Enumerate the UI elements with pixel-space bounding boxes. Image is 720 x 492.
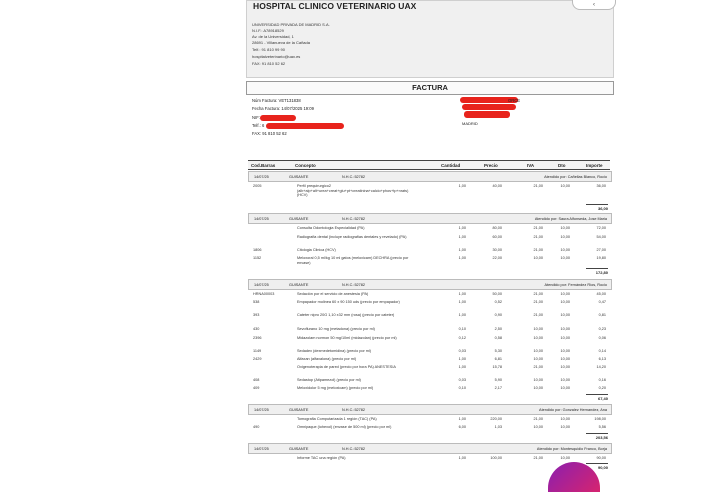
row-iva: 21,00: [533, 292, 543, 296]
row-concept: Alfaxan (alfaxalona) (precio por ml): [297, 357, 357, 361]
service-group-header: [248, 279, 612, 290]
col-concept: Concepto: [295, 162, 316, 168]
row-price: 2,50: [494, 327, 502, 331]
row-concept: Empapador molinea 60 x 90 150 uds (precio por empapador): [297, 300, 400, 304]
group-client: GUISANTE: [289, 174, 309, 179]
row-iva: 10,00: [533, 425, 543, 429]
row-price: 100,00: [490, 456, 502, 460]
row-amount: 90,00: [596, 456, 606, 460]
row-code: 538: [253, 300, 260, 304]
redaction-mark: [462, 104, 516, 110]
client-fax: FAX: 91 810 52 62: [252, 131, 287, 136]
group-date: 14/07/25: [254, 282, 269, 287]
hospital-title: HOSPITAL CLINICO VETERINARIO UAX: [253, 1, 417, 11]
row-iva: 21,00: [533, 365, 543, 369]
row-amount: 36,00: [596, 184, 606, 188]
row-price: 0,58: [494, 336, 502, 340]
row-price: 30,00: [492, 248, 502, 252]
row-iva: 21,00: [533, 184, 543, 188]
row-iva: 21,00: [533, 313, 543, 317]
row-concept: Meloxidolor 5 mg (meloxicam) (precio por ml): [297, 386, 374, 390]
row-concept: Sedadex (dexmedetomidina) (precio por ml): [297, 349, 372, 353]
group-nhc: N.H.C.:52782: [342, 407, 366, 412]
row-concept: Oxigenoterapia de pared (precio por hora PA) ANESTESIA: [297, 365, 396, 369]
row-concept: Tomografia Computarizada 1 región (TAC) (PA): [297, 417, 377, 421]
row-code: 2429: [253, 357, 262, 361]
hospital-header: [246, 0, 614, 78]
hospital-phone: Telf.: 91 810 99 90: [252, 47, 285, 52]
row-iva: 10,00: [533, 336, 543, 340]
group-nhc: N.H.C.:52782: [342, 216, 366, 221]
row-iva: 21,00: [533, 456, 543, 460]
service-group-header: [248, 213, 612, 224]
row-concept: Citologia Clinica (HCV): [297, 248, 336, 252]
row-discount: 10,00: [560, 327, 570, 331]
redaction-mark: [464, 111, 510, 118]
row-discount: 10,00: [560, 256, 570, 260]
row-amount: 0,14: [598, 349, 606, 353]
row-amount: 0,16: [598, 378, 606, 382]
group-attended-by: Atendido por: Gonzalez Hernandez, Ana: [539, 407, 607, 412]
row-discount: 10,00: [560, 456, 570, 460]
row-price: 40,00: [492, 184, 502, 188]
row-price: 1,03: [494, 425, 502, 429]
row-quantity: 0,03: [458, 349, 466, 353]
row-quantity: 1,00: [458, 184, 466, 188]
group-date: 14/07/25: [254, 407, 269, 412]
row-price: 80,00: [492, 226, 502, 230]
row-discount: 10,00: [560, 386, 570, 390]
row-code: 430: [253, 327, 260, 331]
row-iva: 10,00: [533, 357, 543, 361]
group-client: GUISANTE: [289, 216, 309, 221]
row-concept: Cateter nipro 20G 1,10 x32 mm (rosa) (precio por cateter): [297, 313, 395, 317]
invoice-number: Núm Factura: VET131838: [252, 98, 301, 103]
group-subtotal: 172,80: [586, 268, 608, 275]
group-client: GUISANTE: [289, 407, 309, 412]
invoice-date: Fecha Factura: 14/07/2025 19:09: [252, 106, 314, 111]
row-discount: 10,00: [560, 425, 570, 429]
group-subtotal: 90,00: [586, 463, 608, 470]
col-quantity: Cantidad: [441, 162, 461, 168]
col-iva: IVA: [527, 162, 535, 168]
hospital-address: Av. de la Universidad, 1: [252, 34, 294, 39]
row-amount: 45,00: [596, 292, 606, 296]
row-discount: 10,00: [560, 378, 570, 382]
client-name-suffix: ORCE: [508, 98, 521, 103]
row-price: 6,81: [494, 357, 502, 361]
row-quantity: 1,00: [458, 357, 466, 361]
row-iva: 10,00: [533, 386, 543, 390]
group-subtotal: 36,00: [586, 204, 608, 211]
row-quantity: 0,12: [458, 336, 466, 340]
row-price: 22,00: [492, 256, 502, 260]
hospital-company: UNIVERSIDAD PRIVADA DE MADRID S.A.: [252, 22, 330, 27]
redaction-mark: [266, 123, 344, 129]
row-iva: 10,00: [533, 327, 543, 331]
hospital-nif: N.I.F.: A78918529: [252, 28, 284, 33]
client-phone: Telf.: 6: [252, 123, 265, 128]
row-discount: 10,00: [560, 313, 570, 317]
row-iva: 21,00: [533, 417, 543, 421]
row-iva: 10,00: [533, 349, 543, 353]
row-amount: 0,47: [598, 300, 606, 304]
row-code: 408: [253, 378, 260, 382]
row-code: HRNA00003: [253, 292, 275, 296]
row-discount: 10,00: [560, 184, 570, 188]
client-city: MADRID: [462, 121, 478, 126]
row-price: 2,17: [494, 386, 502, 390]
row-price: 220,00: [490, 417, 502, 421]
row-quantity: 0,10: [458, 386, 466, 390]
row-discount: 10,00: [560, 357, 570, 361]
row-quantity: 1,00: [458, 226, 466, 230]
row-concept: Perfil prequirurgico2 (alb+alp+alt+urea+creat+glu+pt+creatinina+calcio+phos+tp+nrats)(HCV): [297, 184, 409, 198]
group-attended-by: Atendido por: Montesquidio Franco, Borja: [536, 446, 607, 451]
row-concept: Consulta Odontologia Especialidad (PA): [297, 226, 365, 230]
row-code: 393: [253, 313, 260, 317]
row-discount: 10,00: [560, 226, 570, 230]
group-client: GUISANTE: [289, 446, 309, 451]
row-code: 1149: [253, 349, 262, 353]
row-concept: Sedastop (Atipamezol) (precio por ml): [297, 378, 361, 382]
group-date: 14/07/25: [254, 446, 269, 451]
row-code: 1152: [253, 256, 262, 260]
row-quantity: 1,00: [458, 256, 466, 260]
row-code: 1806: [253, 248, 262, 252]
row-price: 5,30: [494, 349, 502, 353]
row-quantity: 6,00: [458, 425, 466, 429]
row-concept: Omnipaque (iohexol) (envase de 500 ml) (precio por ml): [297, 425, 392, 429]
service-group-header: [248, 171, 612, 182]
service-group-header: [248, 443, 612, 454]
row-concept: Radiografia dental (incluye radiografias dentales y revelado) (PA): [297, 235, 407, 239]
row-amount: 72,00: [596, 226, 606, 230]
group-nhc: N.H.C.:52782: [342, 282, 366, 287]
row-quantity: 1,00: [458, 292, 466, 296]
row-price: 0,90: [494, 313, 502, 317]
row-iva: 10,00: [533, 378, 543, 382]
row-amount: 0,23: [598, 327, 606, 331]
row-amount: 0,20: [598, 386, 606, 390]
row-amount: 198,00: [594, 417, 606, 421]
row-amount: 6,13: [598, 357, 606, 361]
row-quantity: 1,00: [458, 313, 466, 317]
row-code: 409: [253, 386, 260, 390]
hospital-city: 28691 - Villanueva de la Cañada: [252, 40, 310, 45]
row-quantity: 0,03: [458, 378, 466, 382]
table-header: [248, 160, 610, 170]
row-amount: 5,56: [598, 425, 606, 429]
row-discount: 10,00: [560, 365, 570, 369]
row-price: 50,00: [492, 292, 502, 296]
row-quantity: 1,00: [458, 417, 466, 421]
group-nhc: N.H.C.:52782: [342, 446, 366, 451]
row-discount: 10,00: [560, 417, 570, 421]
row-quantity: 1,00: [458, 248, 466, 252]
invoice-document: [246, 0, 614, 480]
hospital-email: hospitalveterinario@uax.es: [252, 54, 301, 59]
group-attended-by: Atendido por: Fernández Ríos, Rocio: [544, 282, 607, 287]
row-concept: Midazolam normon 50 mg/10ml (midazolan) (precio por ml): [297, 336, 397, 340]
group-attended-by: Atendido por: Cañellas Blanco, Rocio: [544, 174, 607, 179]
row-concept: Informe TAC una región (PA): [297, 456, 346, 460]
row-discount: 10,00: [560, 292, 570, 296]
group-subtotal: 67,40: [586, 394, 608, 401]
service-group-header: [248, 404, 612, 415]
row-discount: 10,00: [560, 235, 570, 239]
row-iva: 21,00: [533, 248, 543, 252]
row-price: 60,00: [492, 235, 502, 239]
row-concept: Sevoflurano 10 mg (metadona) (precio por ml): [297, 327, 375, 331]
row-code: 2005: [253, 184, 262, 188]
col-amount: Importe: [586, 162, 603, 168]
row-amount: 27,00: [596, 248, 606, 252]
invoice-title: FACTURA: [246, 81, 614, 95]
row-amount: 54,00: [596, 235, 606, 239]
row-quantity: 1,00: [458, 365, 466, 369]
group-client: GUISANTE: [289, 282, 309, 287]
row-quantity: 1,00: [458, 300, 466, 304]
row-price: 0,52: [494, 300, 502, 304]
row-quantity: 1,00: [458, 235, 466, 239]
group-nhc: N.H.C.:52782: [342, 174, 366, 179]
group-attended-by: Atendido por: Saura Alfonseda, Jose Maria: [534, 216, 607, 221]
row-iva: 21,00: [533, 235, 543, 239]
row-concept: Meloxoral 0,5 ml/kg 10 ml gatos (meloxicam) DECHRA (precio por envase): [297, 256, 409, 265]
group-date: 14/07/25: [254, 216, 269, 221]
row-concept: Sedación por el servicio de anestesia (PA): [297, 292, 369, 296]
client-nif: NIF:: [252, 115, 260, 120]
row-quantity: 0,10: [458, 327, 466, 331]
row-price: 5,90: [494, 378, 502, 382]
col-price: Precio: [484, 162, 498, 168]
row-iva: 10,00: [533, 256, 543, 260]
row-price: 15,78: [492, 365, 502, 369]
row-code: 490: [253, 425, 260, 429]
row-discount: 10,00: [560, 300, 570, 304]
row-quantity: 1,00: [458, 456, 466, 460]
row-discount: 10,00: [560, 349, 570, 353]
row-amount: 0,06: [598, 336, 606, 340]
row-amount: 0,81: [598, 313, 606, 317]
group-subtotal: 203,56: [586, 433, 608, 440]
redaction-mark: [260, 115, 296, 121]
row-discount: 10,00: [560, 248, 570, 252]
col-discount: Dto: [558, 162, 566, 168]
row-iva: 21,00: [533, 300, 543, 304]
col-barcode: Cod.Barras: [251, 162, 276, 168]
row-iva: 21,00: [533, 226, 543, 230]
corner-button[interactable]: ‹: [572, 0, 616, 10]
row-amount: 19,80: [596, 256, 606, 260]
hospital-fax: FAX: 91 810 52 62: [252, 61, 286, 66]
row-code: 2396: [253, 336, 262, 340]
row-discount: 10,00: [560, 336, 570, 340]
group-date: 14/07/25: [254, 174, 269, 179]
row-amount: 14,20: [596, 365, 606, 369]
